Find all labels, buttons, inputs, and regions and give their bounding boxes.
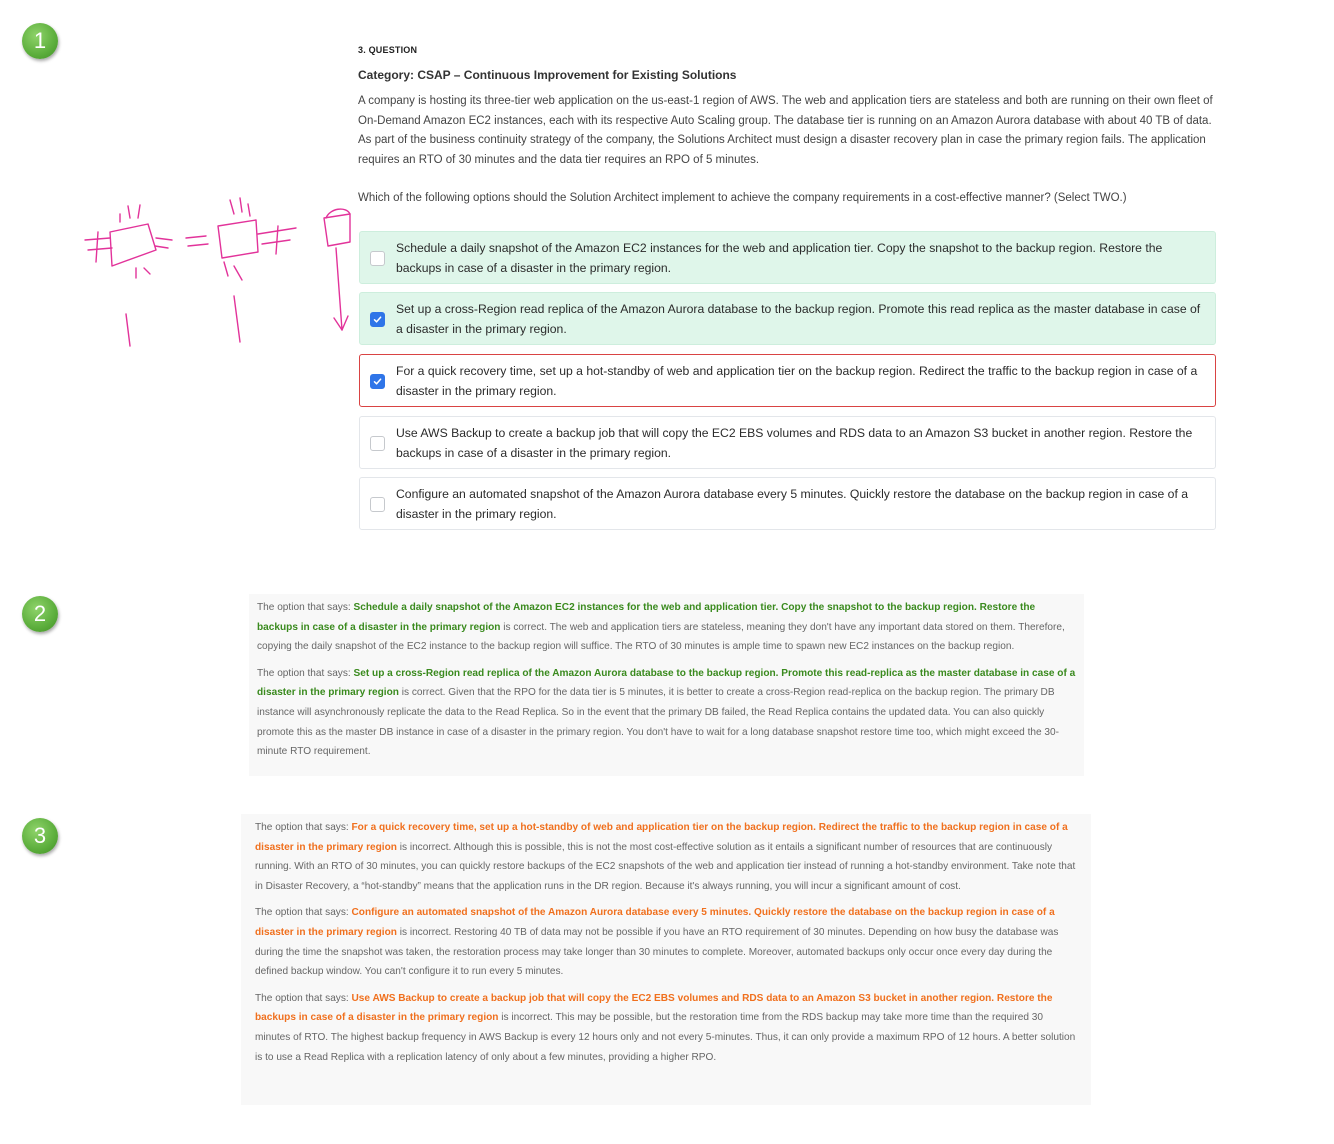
answer-option-label: Schedule a daily snapshot of the Amazon EC2 instances for the web and application tier. Copy the snapshot to the backup region. Restore the backups in case of a disaster in the primary region. — [396, 241, 1163, 275]
answer-option-5[interactable] — [359, 477, 1216, 530]
answer-checkbox-3[interactable] — [370, 374, 385, 389]
explanation-text: is correct. The web and application tiers are stateless, meaning they don't have any important data stored on them. Therefore, copying the daily snapshot of the EC2 instance to the backup region will suffice. The RTO of 30 minutes is ample time to spawn new EC2 instances on the backup region. — [257, 621, 1065, 653]
explanation-prefix: The option that says: — [257, 602, 354, 613]
answer-checkbox-4[interactable] — [370, 436, 385, 451]
explanation-paragraph — [255, 818, 1077, 896]
explanation-highlight: For a quick recovery time, set up a hot-standby of web and application tier on the backup region. Redirect the traffic to the backup region in case of a disaster in the primary region — [255, 822, 1068, 853]
explanation-paragraph — [255, 989, 1077, 1067]
answer-option-4[interactable] — [359, 416, 1216, 469]
explanation-highlight: Schedule a daily snapshot of the Amazon EC2 instances for the web and application tier. Copy the snapshot to the backup region. Restore the backups in case of a disaster in the primary region — [257, 602, 1036, 633]
step-badge-1: 1 — [22, 23, 58, 59]
explanation-text: is correct. Given that the RPO for the data tier is 5 minutes, it is better to create a cross-Region read-replica on the backup region. The primary DB instance will asynchronously replicate the data to the Read Replica. So in the event that the primary DB failed, the Read Replica contains the updated data. You can also quickly promote this as the master DB instance in case of a disaster in the primary region. You don't have to wait for a long database snapshot restore time too, which might exceed the 30-minute RTO requirement. — [257, 687, 1060, 758]
question-number-heading: 3. QUESTION — [358, 45, 418, 55]
step-badge-3: 3 — [22, 818, 58, 854]
explanation-text: is incorrect. Although this is possible, this is not the most cost-effective solution as it entails a significant number of resources that are continuously running. With an RTO of 30 minutes, you can quickly restore backups of the EC2 snapshots of the web and application tier instead of running a hot-standby environment. Take note that in Disaster Recovery, a “hot-standby” means that the application runs in the DR region. Because it's always running, you will incur a significant amount of cost. — [255, 841, 1076, 892]
explanation-highlight: Configure an automated snapshot of the Amazon Aurora database every 5 minutes. Quickly restore the database on the backup region in case of a disaster in the primary region — [255, 907, 1055, 938]
explanation-text: is incorrect. Restoring 40 TB of data may not be possible if you have an RTO requirement of 30 minutes. Depending on how busy the database was during the time the snapshot was taken, the restoration process may take longer than 30 minutes to complete. Moreover, automated backups only occur once every day during the defined backup window. You can't configure it to run every 5 minutes. — [255, 926, 1059, 978]
step-badge-2: 2 — [22, 596, 58, 632]
answer-checkbox-5[interactable] — [370, 497, 385, 512]
correct-explanation-panel — [249, 594, 1084, 776]
question-body: A company is hosting its three-tier web application on the us-east-1 region of AWS. The web and application tiers are stateless and both are running on their own fleet of On-Demand Amazon EC2 instances, each with its respective Auto Scaling group. The database tier is running on an Amazon Aurora database with about 40 TB of data. As part of the business continuity strategy of the company, the Solutions Architect must design a disaster recovery plan in case the primary region fails. The application requires an RTO of 30 minutes and the data tier requires an RPO of 5 minutes. — [358, 95, 1213, 166]
answer-option-label: For a quick recovery time, set up a hot-standby of web and application tier on the backup region. Redirect the traffic to the backup region in case of a disaster in the primary region. — [396, 364, 1198, 398]
answer-checkbox-2[interactable] — [370, 312, 385, 327]
explanation-prefix: The option that says: — [255, 822, 352, 833]
checkmark-icon — [373, 315, 382, 324]
hand-drawn-sketch — [0, 0, 360, 360]
explanation-prefix: The option that says: — [255, 992, 352, 1004]
answer-option-1[interactable] — [359, 231, 1216, 284]
answer-option-label: Set up a cross-Region read replica of the Amazon Aurora database to the backup region. Promote this read replica as the master database in case of a disaster in the primary region. — [396, 302, 1201, 336]
answer-option-2[interactable] — [359, 292, 1216, 345]
answer-checkbox-1[interactable] — [370, 251, 385, 266]
question-prompt: Which of the following options should the Solution Architect implement to achieve the company requirements in a cost-effective manner? (Select TWO.) — [358, 192, 1127, 204]
explanation-highlight: Use AWS Backup to create a backup job that will copy the EC2 EBS volumes and RDS data to an Amazon S3 bucket in another region. Restore the backups in case of a disaster in the primary region — [255, 992, 1053, 1024]
explanation-paragraph — [257, 664, 1076, 762]
question-category: Category: CSAP – Continuous Improvement for Existing Solutions — [358, 68, 737, 82]
explanation-paragraph — [255, 903, 1077, 981]
answer-option-label: Use AWS Backup to create a backup job that will copy the EC2 EBS volumes and RDS data to an Amazon S3 bucket in another region. Restore the backups in case of a disaster in the primary region. — [396, 426, 1193, 460]
answer-option-label: Configure an automated snapshot of the Amazon Aurora database every 5 minutes. Quickly restore the database on the backup region in case of a disaster in the primary region. — [396, 487, 1189, 521]
explanation-text: is incorrect. This may be possible, but the restoration time from the RDS backup may take more time than the required 30 minutes of RTO. The highest backup frequency in AWS Backup is every 12 hours only and not every 5-minutes. Thus, it can only provide a maximum RPO of 12 hours. A better solution is to use a Read Replica with a replication latency of only about a few minutes, providing a higher RPO. — [255, 1012, 1076, 1063]
explanation-prefix: The option that says: — [257, 667, 354, 679]
answer-option-3[interactable] — [359, 354, 1216, 407]
incorrect-explanation-panel — [241, 814, 1091, 1105]
checkmark-icon — [373, 377, 382, 386]
explanation-prefix: The option that says: — [255, 907, 352, 919]
explanation-paragraph — [257, 598, 1076, 657]
explanation-highlight: Set up a cross-Region read replica of the Amazon Aurora database to the backup region. Promote this read-replica as the master database in case of a disaster in the primary region — [257, 667, 1076, 699]
